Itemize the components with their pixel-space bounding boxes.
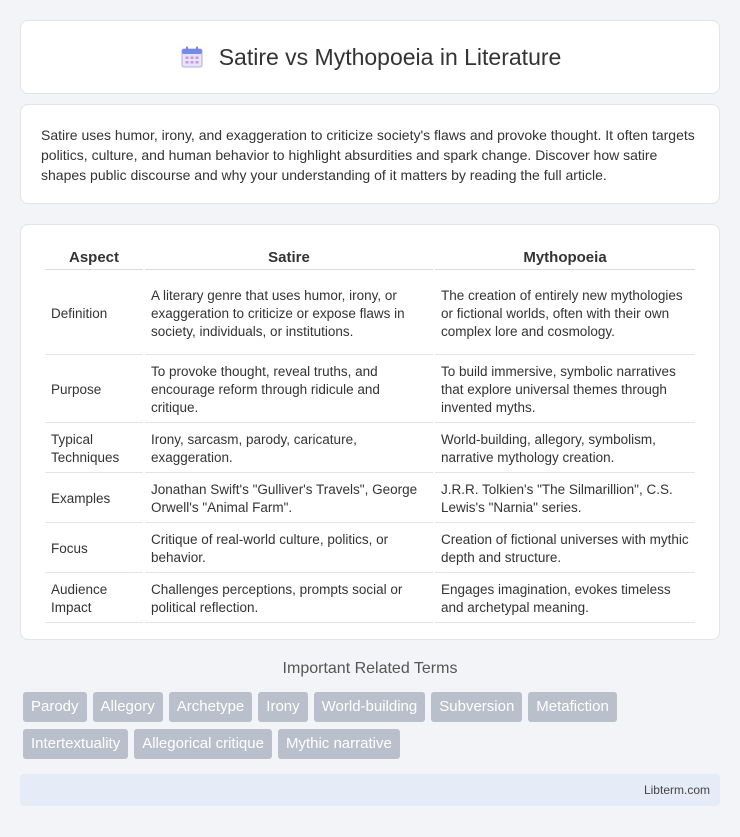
table-row bbox=[45, 355, 695, 423]
related-terms-heading: Important Related Terms bbox=[282, 660, 458, 677]
intro-text: Satire uses humor, irony, and exaggeration to criticize society's flaws and provoke thought. It often targets politics, culture, and human behavior to highlight absurdities and spark change. Discover how satire shapes public discourse and why your understanding of it matters by reading the full article. bbox=[41, 127, 695, 183]
table-row bbox=[45, 423, 695, 473]
cell-mythopoeia: Creation of fictional universes with mythic depth and structure. bbox=[435, 523, 695, 573]
calendar-icon bbox=[179, 44, 205, 70]
comparison-card bbox=[20, 224, 720, 640]
footer bbox=[20, 774, 720, 806]
cell-satire: Critique of real-world culture, politics, or behavior. bbox=[145, 523, 433, 573]
cell-mythopoeia: J.R.R. Tolkien's "The Silmarillion", C.S. Lewis's "Narnia" series. bbox=[435, 473, 695, 523]
cell-mythopoeia: The creation of entirely new mythologies or fictional worlds, often with their own complex lore and cosmology. bbox=[435, 270, 695, 355]
cell-aspect: Focus bbox=[45, 523, 143, 573]
tag-intertextuality[interactable]: Intertextuality bbox=[23, 729, 128, 759]
tag-subversion[interactable]: Subversion bbox=[431, 692, 522, 722]
intro-card bbox=[20, 104, 720, 204]
cell-aspect: Examples bbox=[45, 473, 143, 523]
related-terms-list bbox=[23, 692, 723, 759]
header-inner bbox=[179, 44, 562, 71]
tag-parody[interactable]: Parody bbox=[23, 692, 87, 722]
cell-mythopoeia: Engages imagination, evokes timeless and archetypal meaning. bbox=[435, 573, 695, 623]
table-header-row bbox=[45, 243, 695, 270]
table-row bbox=[45, 573, 695, 623]
table-row bbox=[45, 523, 695, 573]
header-aspect: Aspect bbox=[45, 243, 143, 270]
comparison-table bbox=[43, 243, 697, 623]
cell-aspect: Definition bbox=[45, 270, 143, 355]
footer-site-link[interactable]: Libterm.com bbox=[643, 783, 710, 797]
cell-satire: A literary genre that uses humor, irony, or exaggeration to criticize or expose flaws in society, individuals, or institutions. bbox=[145, 270, 433, 355]
tag-metafiction[interactable]: Metafiction bbox=[528, 692, 617, 722]
tag-world-building[interactable]: World-building bbox=[314, 692, 426, 722]
cell-satire: Jonathan Swift's "Gulliver's Travels", George Orwell's "Animal Farm". bbox=[145, 473, 433, 523]
tag-allegorical-critique[interactable]: Allegorical critique bbox=[134, 729, 272, 759]
cell-satire: Challenges perceptions, prompts social or political reflection. bbox=[145, 573, 433, 623]
cell-satire: Irony, sarcasm, parody, caricature, exaggeration. bbox=[145, 423, 433, 473]
header-card bbox=[20, 20, 720, 94]
tag-archetype[interactable]: Archetype bbox=[169, 692, 253, 722]
table-row bbox=[45, 473, 695, 523]
tag-allegory[interactable]: Allegory bbox=[93, 692, 163, 722]
cell-mythopoeia: World-building, allegory, symbolism, narrative mythology creation. bbox=[435, 423, 695, 473]
tag-mythic-narrative[interactable]: Mythic narrative bbox=[278, 729, 400, 759]
cell-aspect: Audience Impact bbox=[45, 573, 143, 623]
page-title: Satire vs Mythopoeia in Literature bbox=[218, 43, 562, 70]
cell-mythopoeia: To build immersive, symbolic narratives that explore universal themes through invented myths. bbox=[435, 355, 695, 423]
cell-aspect: Typical Techniques bbox=[45, 423, 143, 473]
cell-aspect: Purpose bbox=[45, 355, 143, 423]
cell-satire: To provoke thought, reveal truths, and encourage reform through ridicule and critique. bbox=[145, 355, 433, 423]
tag-irony[interactable]: Irony bbox=[258, 692, 307, 722]
header-satire: Satire bbox=[145, 243, 433, 270]
table-row bbox=[45, 270, 695, 355]
header-mythopoeia: Mythopoeia bbox=[435, 243, 695, 270]
